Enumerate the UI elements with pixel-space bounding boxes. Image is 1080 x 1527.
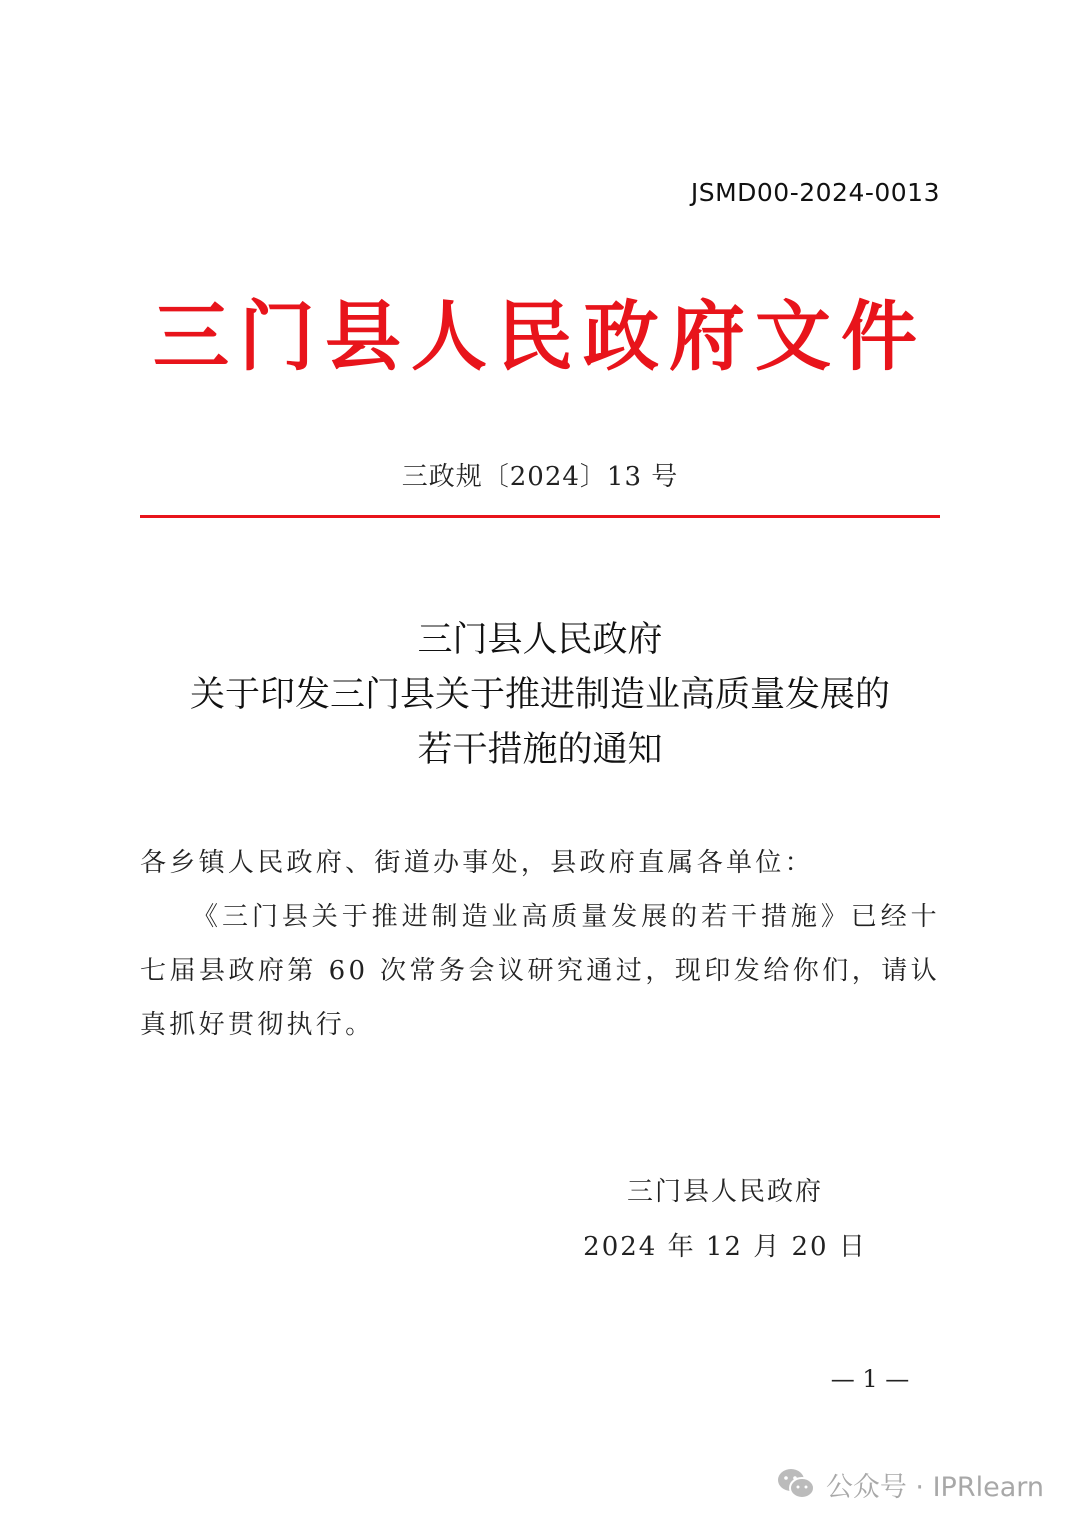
wechat-icon xyxy=(776,1467,816,1501)
issue-date: 2024 年 12 月 20 日 xyxy=(583,1232,867,1262)
title-line-3: 若干措施的通知 xyxy=(417,730,663,770)
signature-block xyxy=(560,1165,890,1275)
watermark-text: 公众号 · IPRlearn xyxy=(825,1471,1044,1503)
document-title xyxy=(100,613,980,778)
file-number: 三政规〔2024〕13 号 xyxy=(401,462,679,492)
document-body xyxy=(140,836,940,1052)
title-line-1: 三门县人民政府 xyxy=(417,620,663,660)
page-number: — 1 — xyxy=(830,1365,910,1393)
red-divider-line xyxy=(140,515,940,518)
watermark xyxy=(776,1462,1044,1506)
issuer-name: 三门县人民政府 xyxy=(626,1177,823,1207)
document-masthead: 三门县人民政府文件 xyxy=(153,292,927,381)
document-code: JSMD00-2024-0013 xyxy=(690,178,940,207)
body-paragraph: 《三门县关于推进制造业高质量发展的若干措施》已经十七届县政府第 60 次常务会议研究通过，现印发给你们，请认真抓好贯彻执行。 xyxy=(140,902,940,1040)
title-line-2: 关于印发三门县关于推进制造业高质量发展的 xyxy=(189,675,890,715)
addressee-line: 各乡镇人民政府、街道办事处，县政府直属各单位： xyxy=(140,848,814,878)
